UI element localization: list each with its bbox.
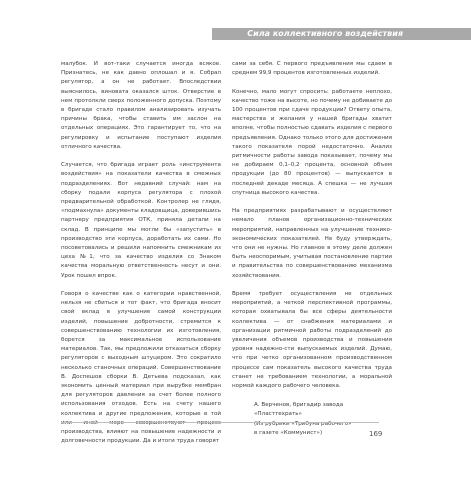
running-header [0, 28, 471, 44]
left-paragraph-1: малубок. И вот-таки случается иногда всякое. Признатесь, не как давно оплошал и я. Собрал регулятор, а он не работает. Впоследствии выяснилось, виновата оказался шток. Отверстие в нем протолкли сверх положенного допуска. Поэтому в бригаде стало правилом анализировать изучать причины брака, чтобы ставить им заслон на отдельных операциях. Это гарантирует то, что на регулировку и испытание поступают изделия отличного качества. [61, 61, 221, 150]
right-paragraph-1: сами за себя. С первого предъявления мы сдаем в среднем 99,9 процентов изготовленных изделий. [232, 61, 392, 77]
right-paragraph-4: Время требует осуществления не отдельных мероприятий, а четкой перспективной программы, которая охватывала бы все сферы деятельности коллектива — от снабжения материалами и организации ритмичной работы подразделений до увеличения объемов производства и повышения уровня надежно-сти выпускаемых изделий. Думаю, что при четко организованном производственном процессе сам показатель высокого качества труда станет не требованием технологии, а моральной нормой каждого рабочего человека. [232, 291, 392, 390]
right-paragraph-2: Конечно, мало могут спросить: работаете неплохо, качество тоже на высоте, но почему не добиваете до 100 процентов при сдаче продукции? Ответу опыта, мастерства и желания у нашей бригады хватит вполне, чтобы полностью сдавать изделия с первого предъявления. Однако только этого для достижения такого показателя порой недостаточно. Анализ ритмичности работы завода показывает, почему мы не добираем 0,1–0,2 процента, основной объем продукции (до 80 процентов) — выпускается в последней декаде месяца. А спешка — не лучшая спутница высокого качества. [232, 88, 392, 196]
header-title: Сила коллективного воздействия [241, 28, 409, 40]
left-column [61, 60, 221, 456]
signature-block [232, 401, 392, 438]
left-paragraph-2: Случается, что бригада играет роль «инструмента воздействия» на показатели качества в смежных подразделениях. Вот недавний случай: нам на сборку подали корпуса регулятора с плохой предварительной обработкой. Контролер не глядя, «подмахнула» документы кладовщица, доверившись партнеру предприятия ОТК, приняла детали на склад. В принципе мы могли бы «запустить» в производство эти корпуса, доработать их сами. Но посоветовались и решили напомнить смежникам из цеха №1, что за качество изделия со Знаком качества моральную ответственность несут и они. Урок пошел впрок. [61, 162, 221, 279]
signature-author: А. Верченов, бригадир завода «Пласттехрать» [254, 402, 344, 418]
left-paragraph-3: Говоря о качестве как о категории нравственной, нельзя не сбиться и тот факт, что бригада вносит свой вклад в улучшение самой конструкции изделий, повышение добротности, стремится к совершенствованию технологии их изготовления, борется за максимальное использование материалов. Так, мы предложили отказаться сборку регуляторов с выходным штуцером. Это сократило несколько станочных операций. Совершенствование В. Доспешов сборки В. Детьева подсказал, как экономить ценный материал при вырубке мембран для регуляторов давления за счет более полного использования отходов. Есть на счету нашего коллектива и другие предложения, которые в той или иной мере совершенствуют процесс производства, влияют на повышение надежности и долговечности продукции. Да и итоги труда говорят [61, 291, 221, 445]
page-number: 169 [369, 430, 383, 438]
signature-source: (Из рубрики «Трибуна рабочего» [254, 420, 352, 427]
signature-publication: в газете «Коммунист») [254, 429, 323, 436]
right-column [232, 60, 392, 438]
footer-rule [61, 422, 379, 423]
right-paragraph-3: На предприятиях разрабатывают и осуществляют немало планов организационно-технических мероприятий, направленных на улучшение технико-экономических показателей. Не буду утверждать, что они не нужны. Но главное в этому деле должен быть неоспоримым, учитывая постановление партии и правительства по совершенствованию механизма хозяйствования. [232, 208, 392, 279]
